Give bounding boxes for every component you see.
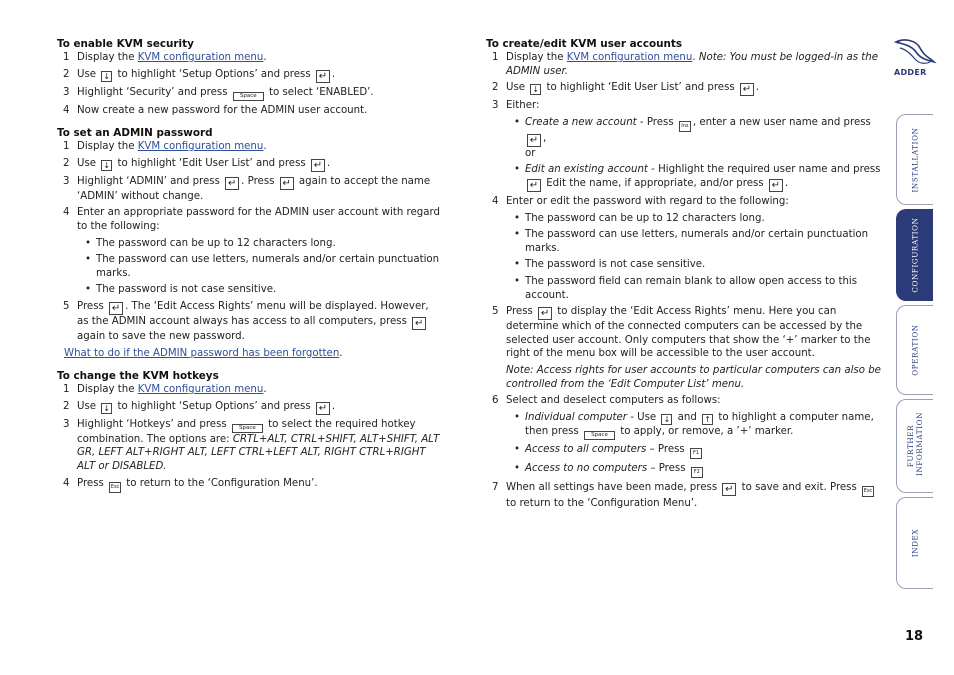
step: 1 Display the KVM configuration menu. bbox=[63, 141, 267, 153]
section-enable-kvm-security bbox=[57, 37, 442, 117]
enter-key-icon: ↵ bbox=[225, 177, 239, 190]
section-heading: To create/edit KVM user accounts bbox=[486, 38, 683, 50]
enter-key-icon: ↵ bbox=[769, 179, 783, 192]
list-item: • The password can use letters, numerals and/or certain punctuation marks. bbox=[514, 229, 869, 254]
down-arrow-key-icon: ↓ bbox=[530, 84, 541, 95]
kvm-config-menu-link[interactable]: KVM configuration menu bbox=[137, 384, 264, 396]
step: 7 When all settings have been made, press ↵ to save and exit. Press Esc to return to the ‘Configuration Menu’. bbox=[492, 481, 873, 509]
section-heading: To set an ADMIN password bbox=[57, 127, 213, 140]
step: 4 Now create a new password for the ADMIN user account. bbox=[63, 104, 368, 116]
space-key-icon: Space bbox=[584, 431, 615, 440]
enter-key-icon: ↵ bbox=[722, 483, 736, 496]
step: 1 Display the KVM configuration menu. bbox=[63, 384, 267, 396]
down-arrow-key-icon: ↓ bbox=[101, 160, 112, 171]
list-item: • The password can be up to 12 characters long. bbox=[85, 237, 336, 249]
enter-key-icon: ↵ bbox=[316, 402, 330, 415]
esc-key-icon: Esc bbox=[109, 482, 121, 493]
step: 2 Use ↓ to highlight ‘Setup Options’ and press ↵ . bbox=[63, 68, 336, 82]
up-arrow-key-icon: ↑ bbox=[702, 414, 713, 425]
tab-configuration[interactable]: CONFIGURATION bbox=[896, 209, 933, 301]
step: 2 Use ↓ to highlight ‘Edit User List’ and press ↵ . bbox=[63, 157, 331, 171]
forgot-password-link[interactable]: What to do if the ADMIN password has been forgotten bbox=[64, 347, 340, 359]
section-heading: To change the KVM hotkeys bbox=[57, 370, 219, 383]
enter-key-icon: ↵ bbox=[316, 70, 330, 83]
step: 3 Highlight ‘ADMIN’ and press ↵ . Press ↵ again to accept the name ‘ADMIN’ without change. bbox=[63, 175, 431, 202]
note: Note: Access rights for user accounts to particular computers can also be controlled from the ‘Edit Computer List’ menu. bbox=[506, 364, 881, 390]
kvm-config-menu-link[interactable]: KVM configuration menu bbox=[137, 52, 264, 63]
step: 2 Use ↓ to highlight ‘Edit User List’ and press ↵ . bbox=[492, 82, 760, 96]
step: 4 Enter an appropriate password for the ADMIN user account with regard to the following: bbox=[63, 207, 440, 232]
step: 3 Highlight ‘Hotkeys’ and press Space to select the required hotkey combination. The options are: CRTL+ALT, CTRL+SHIFT, ALT+SHIFT, ALT GR, LEFT ALT+RIGHT ALT, LEFT CTRL+LEFT ALT, RIGHT CTRL+RIGHT ALT or DISABLED. bbox=[63, 418, 440, 472]
list-item: • Access to no computers – Press F2 bbox=[486, 462, 881, 478]
tab-further-information[interactable]: FURTHER INFORMATION bbox=[896, 399, 933, 493]
step: 1 Display the KVM configuration menu. Note: You must be logged-in as the ADMIN user. bbox=[492, 52, 878, 77]
step: 5 Press ↵ . The ‘Edit Access Rights’ menu will be displayed. However, as the ADMIN account always has access to all computers, press ↵ again to save the new password. bbox=[63, 300, 429, 342]
list-item: • The password field can remain blank to allow open access to this account. bbox=[514, 275, 858, 301]
step: 6 Select and deselect computers as follows: bbox=[492, 395, 721, 407]
step: 2 Use ↓ to highlight ‘Setup Options’ and press ↵ . bbox=[63, 400, 336, 414]
down-arrow-key-icon: ↓ bbox=[101, 71, 112, 82]
enter-key-icon: ↵ bbox=[311, 159, 325, 172]
list-item: • Edit an existing account - Highlight the required user name and press ↵ Edit the name, if appropriate, and/or press ↵ . bbox=[514, 164, 881, 191]
logo-text: ADDER bbox=[894, 68, 927, 77]
list-item: • The password is not case sensitive. bbox=[514, 259, 706, 271]
list-item: • Access to all computers – Press F1 bbox=[486, 443, 881, 459]
list-item: • Create a new account - Press Ins , enter a new user name and press ↵ , or bbox=[514, 116, 871, 159]
tab-index[interactable]: INDEX bbox=[896, 497, 933, 589]
enter-key-icon: ↵ bbox=[527, 179, 541, 192]
enter-key-icon: ↵ bbox=[109, 302, 123, 315]
page-number: 18 bbox=[905, 629, 924, 644]
tab-installation[interactable]: INSTALLATION bbox=[896, 114, 933, 205]
list-item: • The password can use letters, numerals and/or certain punctuation marks. bbox=[85, 254, 440, 279]
tab-operation[interactable]: OPERATION bbox=[896, 305, 933, 395]
down-arrow-key-icon: ↓ bbox=[101, 403, 112, 414]
space-key-icon: Space bbox=[232, 424, 263, 433]
f1-key-icon: F1 bbox=[690, 448, 702, 459]
kvm-config-menu-link[interactable]: KVM configuration menu bbox=[137, 141, 264, 153]
space-key-icon: Space bbox=[233, 92, 264, 101]
step: 4 Press Esc to return to the ‘Configuration Menu’. bbox=[57, 477, 442, 493]
step: 1 Display the KVM configuration menu. bbox=[63, 52, 267, 63]
enter-key-icon: ↵ bbox=[527, 134, 541, 147]
step: 3 Highlight ‘Security’ and press Space to select ‘ENABLED’. bbox=[63, 86, 374, 99]
list-item: • Individual computer - Use ↓ and ↑ to highlight a computer name, then press Space to apply, or remove, a ’+’ marker. bbox=[514, 411, 874, 438]
enter-key-icon: ↵ bbox=[740, 83, 754, 96]
down-arrow-key-icon: ↓ bbox=[661, 414, 672, 425]
section-set-admin-password bbox=[57, 126, 442, 360]
enter-key-icon: ↵ bbox=[412, 317, 426, 330]
list-item: • The password is not case sensitive. bbox=[85, 284, 277, 296]
forgot-password-row: What to do if the ADMIN password has been forgotten. bbox=[64, 347, 343, 359]
f2-key-icon: F2 bbox=[691, 467, 703, 478]
section-heading: To enable KVM security bbox=[57, 38, 194, 50]
enter-key-icon: ↵ bbox=[280, 177, 294, 190]
section-change-hotkeys bbox=[57, 369, 442, 492]
step: 4 Enter or edit the password with regard to the following: bbox=[492, 195, 789, 207]
step: 3 Either: bbox=[492, 100, 540, 112]
left-column bbox=[57, 37, 442, 502]
step: 5 Press ↵ to display the ‘Edit Access Rights’ menu. Here you can determine which of the connected computers can be accessed by the selected user account. Only computers that show the ‘+’ marker to the right of the menu box will be accessible to the user account. bbox=[492, 306, 871, 360]
right-column bbox=[486, 37, 881, 513]
enter-key-icon: ↵ bbox=[538, 307, 552, 320]
list-item: • The password can be up to 12 characters long. bbox=[514, 212, 765, 224]
kvm-config-menu-link[interactable]: KVM configuration menu bbox=[566, 52, 693, 63]
esc-key-icon: Esc bbox=[862, 486, 874, 497]
ins-key-icon: Ins bbox=[679, 121, 691, 132]
